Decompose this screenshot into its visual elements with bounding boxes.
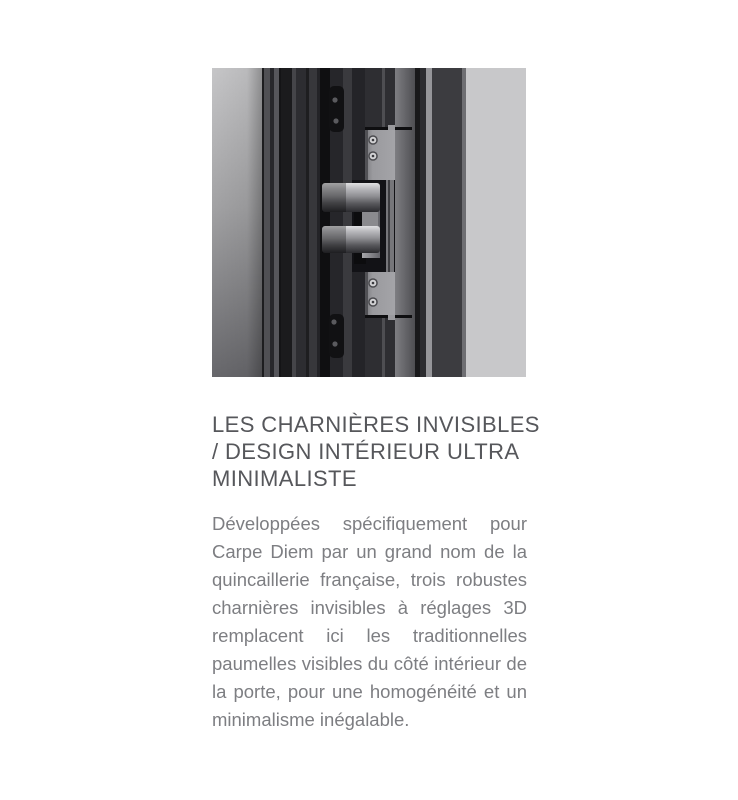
section-title xyxy=(212,411,540,492)
screw xyxy=(368,297,378,307)
paragraph-line: remplacent ici les traditionnelles xyxy=(212,625,527,646)
hinge-photo-svg xyxy=(212,68,526,377)
title-line: / DESIGN INTÉRIEUR ULTRA xyxy=(212,439,520,464)
screw xyxy=(368,278,378,288)
paragraph-line: minimalisme inégalable. xyxy=(212,709,410,730)
title-line: LES CHARNIÈRES INVISIBLES xyxy=(212,412,540,437)
left-wall xyxy=(212,68,262,377)
paragraph-line: paumelles visibles du côté intérieur de xyxy=(212,653,527,674)
screw xyxy=(368,135,378,145)
paragraph-line: Développées spécifiquement pour xyxy=(212,513,527,534)
body-paragraph xyxy=(212,510,527,734)
title-line: MINIMALISTE xyxy=(212,466,357,491)
paragraph-line: quincaillerie française, trois robustes xyxy=(212,569,527,590)
screw xyxy=(368,151,378,161)
paragraph-line: la porte, pour une homogénéité et un xyxy=(212,681,527,702)
right-light-panel xyxy=(466,68,526,377)
paragraph-line: Carpe Diem par un grand nom de la xyxy=(212,541,527,562)
paragraph-line: charnières invisibles à réglages 3D xyxy=(212,597,527,618)
hinge-photo xyxy=(212,68,526,377)
